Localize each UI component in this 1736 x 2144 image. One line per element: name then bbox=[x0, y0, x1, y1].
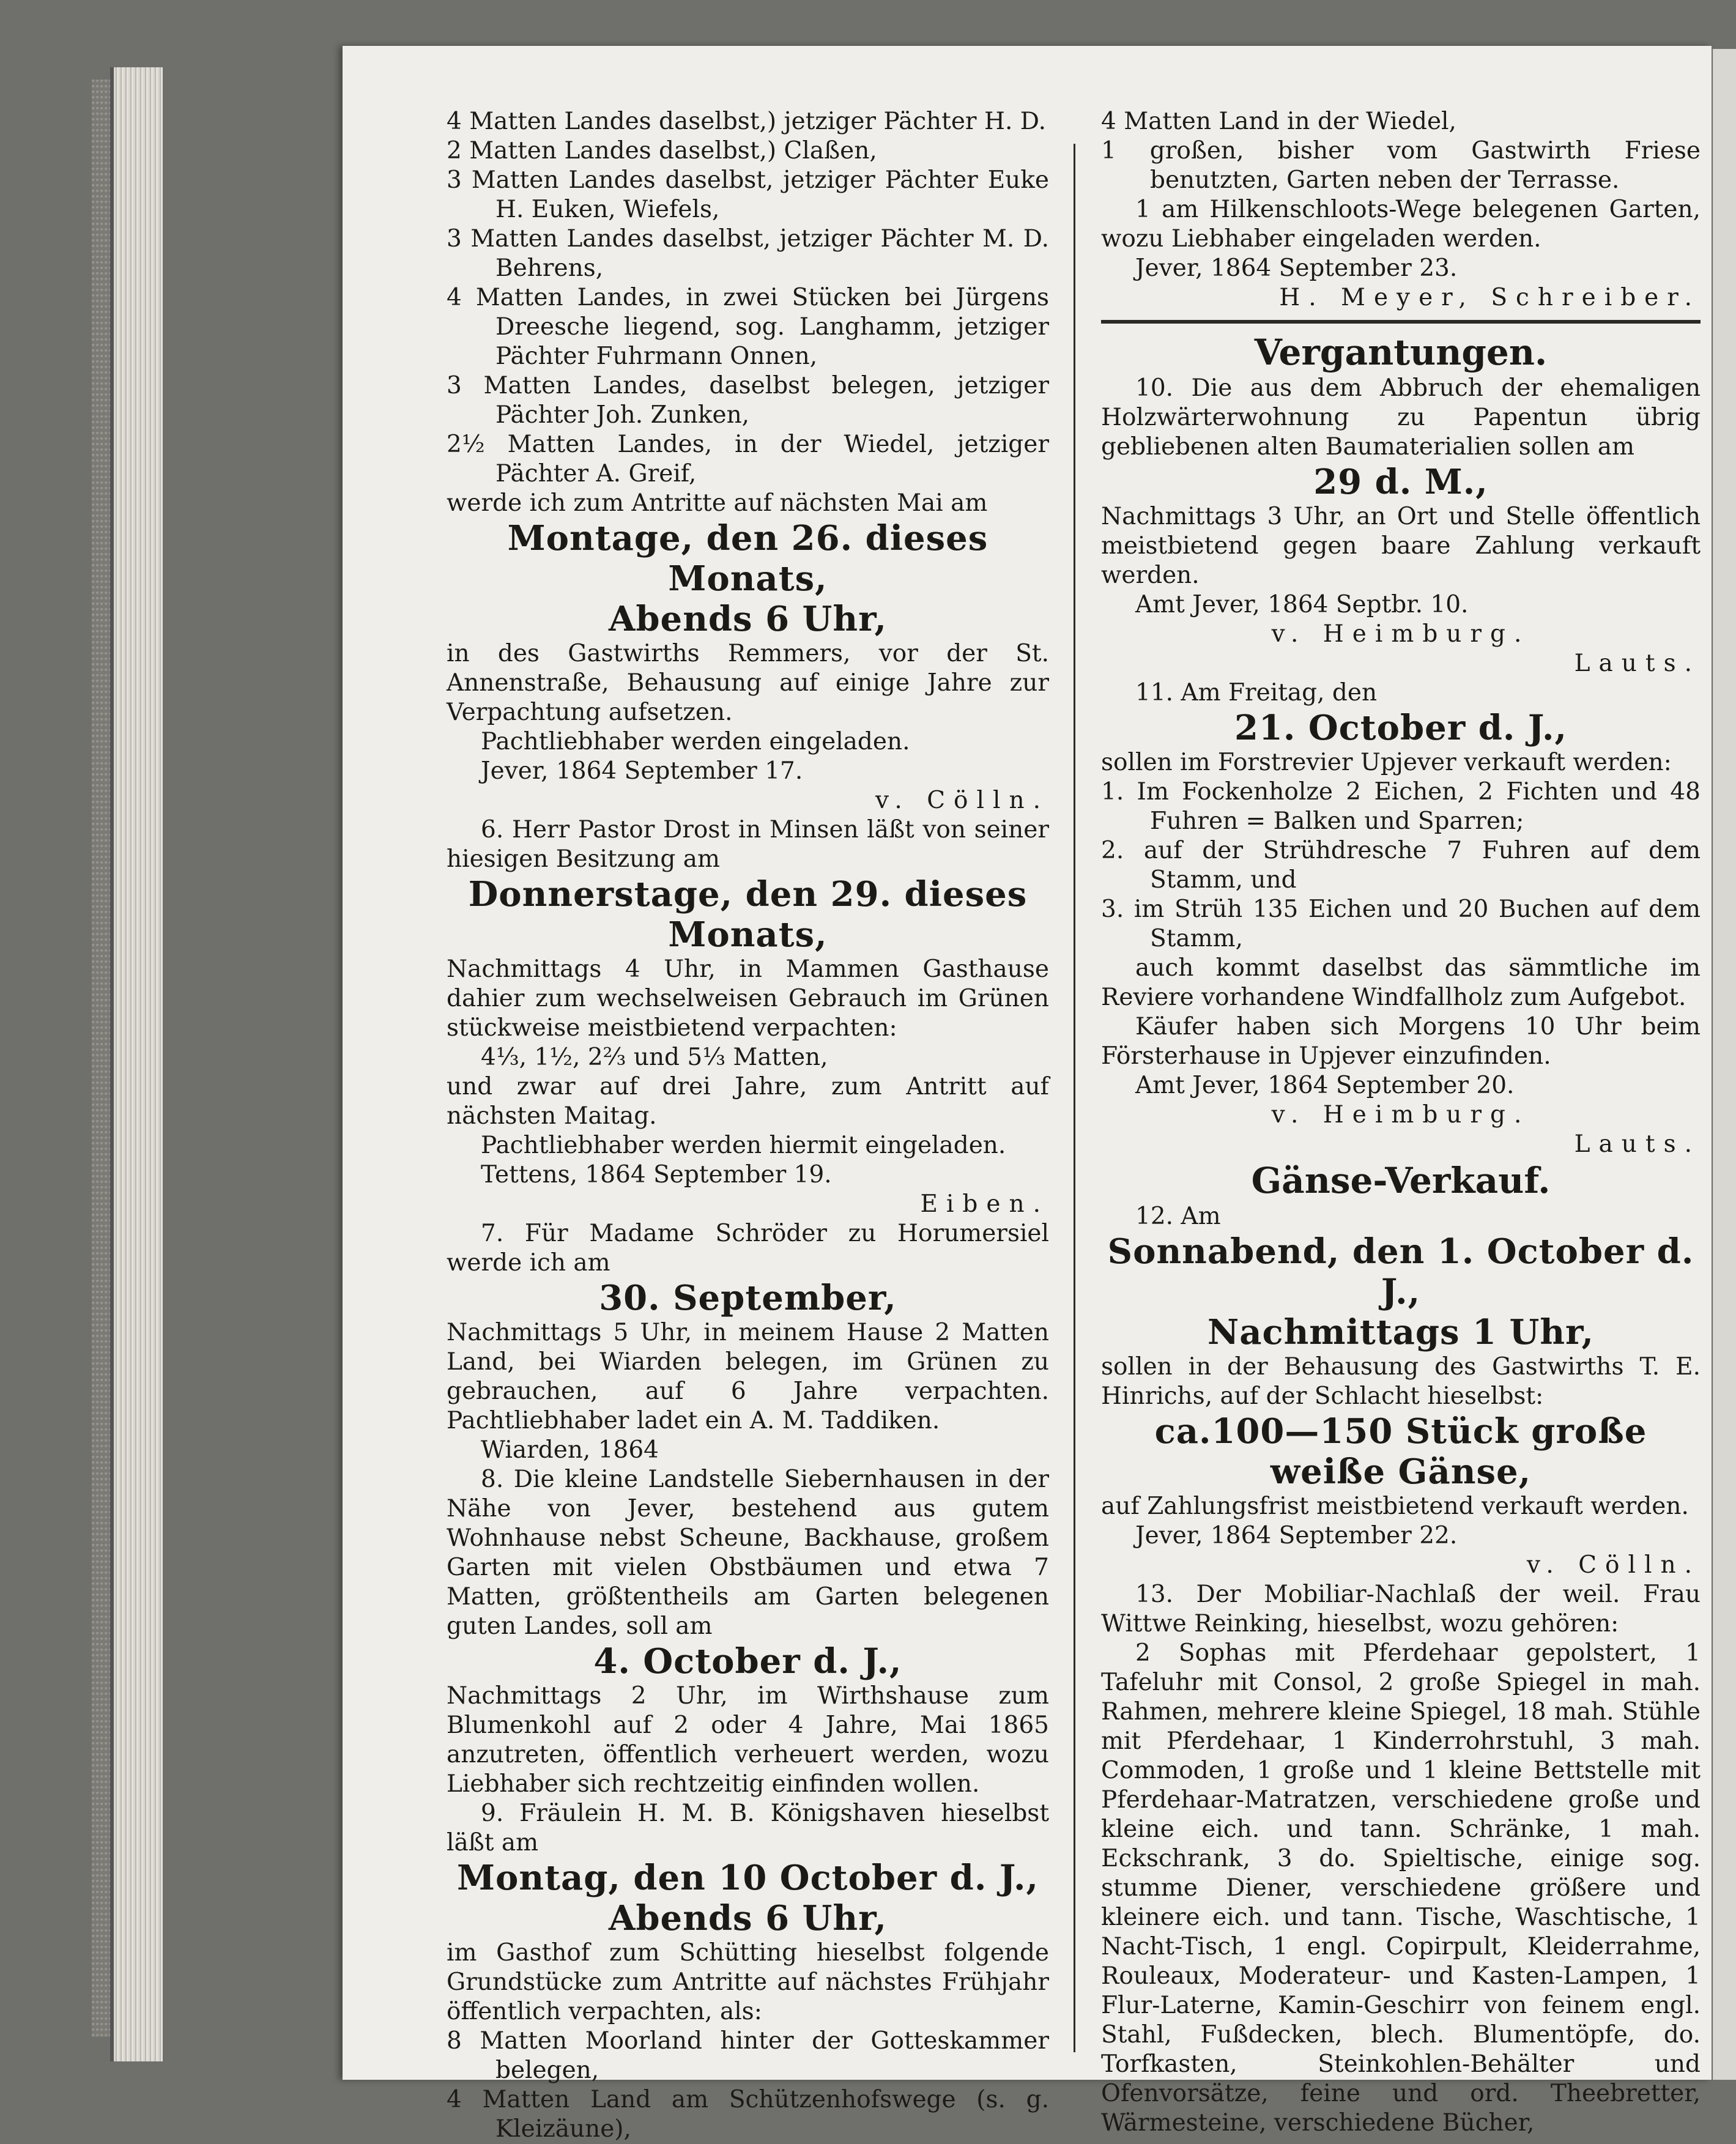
signature: Lauts. bbox=[1574, 650, 1701, 677]
text-line: werde ich zum Antritte auf nächsten Mai am bbox=[447, 489, 988, 517]
text-line: 2. auf der Strühdresche 7 Fuhren auf dem Stamm, und bbox=[1101, 837, 1701, 894]
text-line: Nachmittags 2 Uhr, im Wirthshause zum Blumenkohl auf 2 oder 4 Jahre, Mai 1865 anzutreten, öffentlich verheuert werden, wozu Liebhaber sich rechtzeitig einfinden wollen. bbox=[447, 1682, 1049, 1798]
text-line: 1 großen, bisher vom Gastwirth Friese benutzten, Garten neben der Terrasse. bbox=[1101, 137, 1701, 194]
text-line: 3 Matten Landes, daselbst belegen, jetziger Pächter Joh. Zunken, bbox=[447, 372, 1049, 429]
display-line: 4. October d. J., bbox=[593, 1641, 902, 1682]
text-line: 10. Die aus dem Abbruch der ehemaligen Holzwärterwohnung zu Papentun übrig gebliebenen alten Baumaterialien sollen am bbox=[1101, 374, 1701, 461]
text-line: Käufer haben sich Morgens 10 Uhr beim Försterhause in Upjever einzufinden. bbox=[1101, 1013, 1701, 1070]
text-line: 2 Matten Landes daselbst,) Claßen, bbox=[447, 137, 877, 165]
text-line: Pachtliebhaber werden hiermit eingeladen. bbox=[481, 1132, 1006, 1159]
text-line: 3. im Strüh 135 Eichen und 20 Buchen auf dem Stamm, bbox=[1101, 896, 1701, 952]
text-line: 2½ Matten Landes, in der Wiedel, jetziger Pächter A. Greif, bbox=[447, 431, 1049, 488]
signature: v. Cölln. bbox=[1527, 1551, 1701, 1579]
text-line: 6. Herr Pastor Drost in Minsen läßt von seiner hiesigen Besitzung am bbox=[447, 816, 1049, 873]
text-line: 4 Matten Landes daselbst,) jetziger Pächter H. D. bbox=[447, 108, 1047, 135]
display-line: Montage, den 26. dieses Monats, bbox=[507, 518, 989, 599]
text-line: Jever, 1864 September 17. bbox=[481, 757, 803, 785]
text-line: 1 am Hilkenschloots-Wege belegenen Garten, wozu Liebhaber eingeladen werden. bbox=[1101, 196, 1701, 253]
text-line: Nachmittags 5 Uhr, in meinem Hause 2 Matten Land, bei Wiarden belegen, im Grünen zu gebrauchen, auf 6 Jahre verpachten. Pachtliebhaber ladet ein A. M. Taddiken. bbox=[447, 1319, 1049, 1434]
column-divider bbox=[1074, 144, 1075, 2052]
text-line: 4 Matten Landes, in zwei Stücken bei Jürgens Dreesche liegend, sog. Langhamm, jetziger Pächter Fuhrmann Onnen, bbox=[447, 284, 1049, 370]
text-line: 4 Matten Land am Schützenhofswege (s. g. Kleizäune), bbox=[447, 2086, 1049, 2143]
text-line: in des Gastwirths Remmers, vor der St. Annenstraße, Behausung auf einige Jahre zur Verpachtung aufsetzen. bbox=[447, 640, 1049, 726]
text-line: 11. Am Freitag, den bbox=[1135, 679, 1378, 707]
text-line: 9. Fräulein H. M. B. Königshaven hieselbst läßt am bbox=[447, 1800, 1049, 1857]
text-line: 1. Im Fockenholze 2 Eichen, 2 Fichten und 48 Fuhren = Balken und Sparren; bbox=[1101, 778, 1701, 835]
page-edges bbox=[110, 67, 163, 2061]
text-line: 13. Der Mobiliar-Nachlaß der weil. Frau Wittwe Reinking, hieselbst, wozu gehören: bbox=[1101, 1581, 1701, 1638]
right-column bbox=[1101, 107, 1701, 2138]
signature: v. Heimburg. bbox=[1271, 1101, 1530, 1129]
display-line: ca.100—150 Stück große weiße Gänse, bbox=[1154, 1411, 1647, 1492]
display-line: Abends 6 Uhr, bbox=[608, 599, 888, 639]
next-page-edge bbox=[1713, 49, 1736, 2080]
text-line: Amt Jever, 1864 September 20. bbox=[1135, 1072, 1515, 1099]
text-line: 4⅓, 1½, 2⅔ und 5⅓ Matten, bbox=[481, 1044, 828, 1071]
text-line: auch kommt daselbst das sämmtliche im Reviere vorhandene Windfallholz zum Aufgebot. bbox=[1101, 954, 1701, 1011]
text-line: Wiarden, 1864 bbox=[481, 1436, 659, 1464]
signature: Lauts. bbox=[1574, 1130, 1701, 1158]
text-line: sollen im Forstrevier Upjever verkauft werden: bbox=[1101, 749, 1672, 776]
display-line: Nachmittags 1 Uhr, bbox=[1207, 1312, 1594, 1352]
text-line: 7. Für Madame Schröder zu Horumersiel werde ich am bbox=[447, 1220, 1049, 1277]
text-line: im Gasthof zum Schütting hieselbst folgende Grundstücke zum Antritte auf nächstes Frühjahr öffentlich verpachten, als: bbox=[447, 1939, 1049, 2025]
display-line: Sonnabend, den 1. October d. J., bbox=[1107, 1231, 1694, 1312]
display-line: Donnerstage, den 29. dieses Monats, bbox=[468, 874, 1028, 955]
text-line: 8 Matten Moorland hinter der Gotteskammer belegen, bbox=[447, 2027, 1049, 2084]
section-heading: Vergantungen. bbox=[1254, 332, 1548, 373]
section-rule bbox=[1101, 320, 1701, 324]
section-heading: Gänse-Verkauf. bbox=[1251, 1160, 1551, 1201]
left-column bbox=[447, 107, 1049, 2144]
display-line: 29 d. M., bbox=[1313, 462, 1488, 502]
text-line: 3 Matten Landes daselbst, jetziger Pächter Euke H. Euken, Wiefels, bbox=[447, 166, 1049, 223]
text-line: 3 Matten Landes daselbst, jetziger Pächter M. D. Behrens, bbox=[447, 225, 1049, 282]
text-line: 8. Die kleine Landstelle Siebernhausen in der Nähe von Jever, bestehend aus gutem Wohnhause nebst Scheune, Backhause, großem Garten mit vielen Obstbäumen und etwa 7 Matten, größtentheils am Garten belegenen guten Landes, soll am bbox=[447, 1466, 1049, 1640]
text-line: sollen in der Behausung des Gastwirths T. E. Hinrichs, auf der Schlacht hieselbst: bbox=[1101, 1353, 1701, 1410]
display-line: 21. October d. J., bbox=[1234, 708, 1568, 748]
text-line: auf Zahlungsfrist meistbietend verkauft werden. bbox=[1101, 1493, 1689, 1520]
text-line: Jever, 1864 September 23. bbox=[1135, 254, 1458, 282]
text-line: Nachmittags 3 Uhr, an Ort und Stelle öffentlich meistbietend gegen baare Zahlung verkauft werden. bbox=[1101, 503, 1701, 589]
text-line: und zwar auf drei Jahre, zum Antritt auf nächsten Maitag. bbox=[447, 1073, 1049, 1130]
display-line: Montag, den 10 October d. J., bbox=[457, 1858, 1039, 1898]
signature: v. Heimburg. bbox=[1271, 620, 1530, 648]
text-line: Tettens, 1864 September 19. bbox=[481, 1161, 832, 1189]
text-line: Pachtliebhaber werden eingeladen. bbox=[481, 728, 910, 755]
text-line: Nachmittags 4 Uhr, in Mammen Gasthause dahier zum wechselweisen Gebrauch im Grünen stückweise meistbietend verpachten: bbox=[447, 955, 1049, 1042]
text-line: 2 Sophas mit Pferdehaar gepolstert, 1 Tafeluhr mit Consol, 2 große Spiegel in mah. Rahmen, mehrere kleine Spiegel, 18 mah. Stühle mit Pferdehaar, 1 Kinderrohrstuhl, 3 mah. Commoden, 1 große und 1 kleine Bettstelle mit Pferdehaar-Matratzen, verschiedene große und kleine eich. und tann. Schränke, 1 mah. Eckschrank, 3 do. Spieltische, einige sog. stumme Diener, verschiedene größere und kleinere eich. und tann. Tische, Waschtische, 1 Nacht-Tisch, 1 engl. Copirpult, Kleiderrahme, Rouleaux, Moderateur- und Kasten-Lampen, 1 Flur-Laterne, Kamin-Geschirr von feinem engl. Stahl, Fußdecken, blech. Blumentöpfe, do. Torfkasten, Steinkohlen-Behälter und Ofenvorsätze, feine und ord. Theebretter, Wärmesteine, verschiedene Bücher, bbox=[1101, 1639, 1701, 2137]
text-line: Amt Jever, 1864 Septbr. 10. bbox=[1135, 591, 1469, 618]
signature: v. Cölln. bbox=[875, 787, 1049, 814]
text-line: Jever, 1864 September 22. bbox=[1135, 1522, 1458, 1549]
signature: Eiben. bbox=[920, 1190, 1049, 1218]
text-line: 4 Matten Land in der Wiedel, bbox=[1101, 108, 1456, 135]
signature: H. Meyer, Schreiber. bbox=[1279, 284, 1701, 311]
newspaper-page bbox=[343, 46, 1712, 2143]
text-line: 12. Am bbox=[1135, 1203, 1221, 1230]
display-line: Abends 6 Uhr, bbox=[608, 1898, 888, 1938]
display-line: 30. September, bbox=[599, 1278, 897, 1318]
